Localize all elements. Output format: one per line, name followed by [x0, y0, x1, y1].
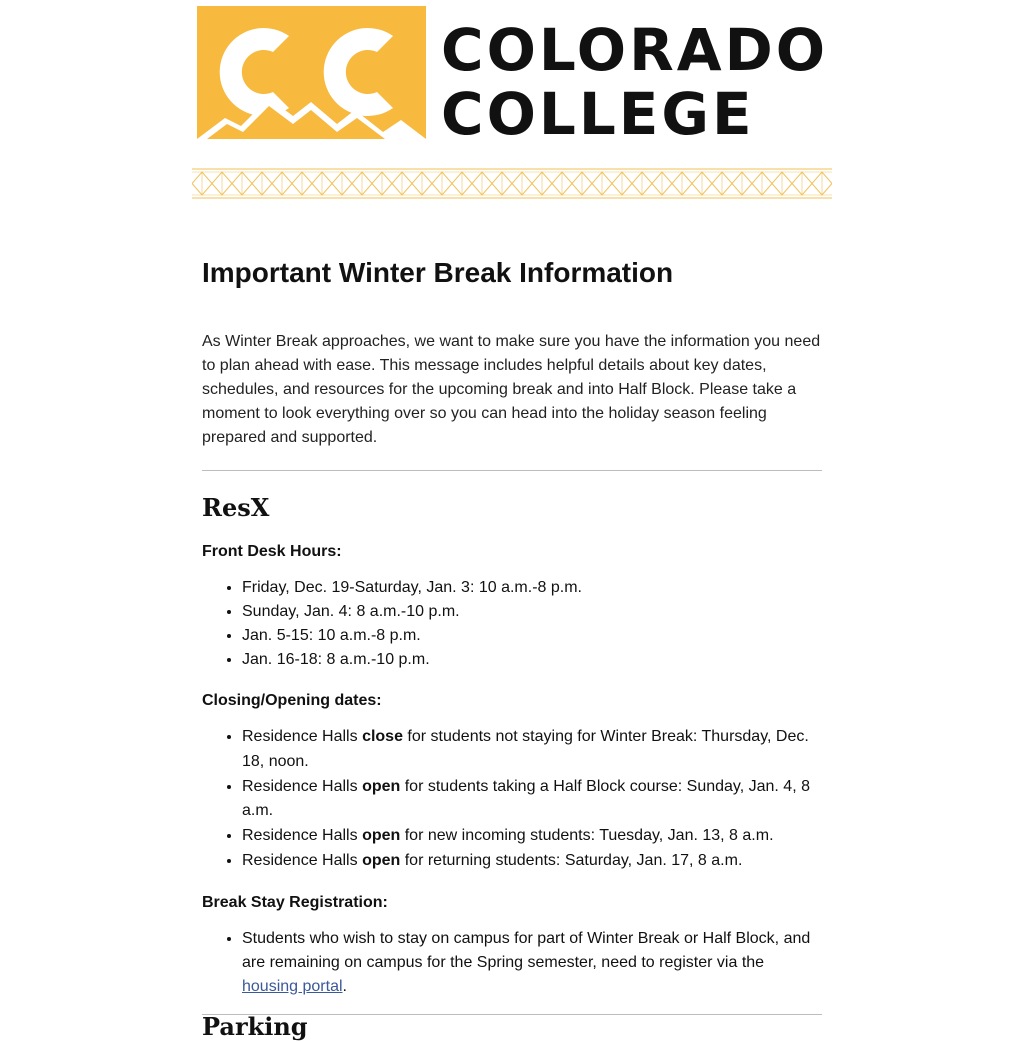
item-text: Residence Halls	[242, 827, 363, 845]
cc-monogram-icon	[197, 6, 427, 140]
list-item	[242, 725, 822, 774]
resx-heading: ResX	[202, 493, 270, 522]
section-divider	[202, 470, 822, 471]
item-text: for students not staying for Winter Break: Thursday, Dec. 18, noon.	[242, 728, 809, 770]
page-title: Important Winter Break Information	[202, 257, 674, 288]
decorative-pattern-band	[192, 168, 832, 199]
item-text: for students taking a Half Block course: Sunday, Jan. 4, 8 a.m.	[242, 777, 810, 820]
item-text: Residence Halls	[242, 852, 363, 870]
closing-opening-label: Closing/Opening dates:	[202, 692, 382, 709]
item-emphasis: close	[362, 728, 403, 745]
item-text: for returning students: Saturday, Jan. 17, 8 a.m.	[400, 852, 743, 870]
list-item: • Sunday, Jan. 4: 8 a.m.-10 p.m.	[242, 600, 822, 624]
college-logo[interactable]	[197, 6, 829, 148]
list-item: • Jan. 5-15: 10 a.m.-8 p.m.	[242, 624, 822, 648]
parking-heading: Parking	[202, 1012, 308, 1041]
item-emphasis: open	[362, 777, 401, 795]
intro-paragraph: As Winter Break approaches, we want to make sure you have the information you need to plan ahead with ease. This message includes helpful details about key dates, schedules, and resources for the upcoming break and into Half Block. Please take a moment to look everything over so you can head into the holiday season feeling prepared and supported.	[202, 333, 821, 446]
item-text: .	[342, 977, 347, 995]
item-text: for new incoming students: Tuesday, Jan. 13, 8 a.m.	[400, 827, 774, 845]
logo-line-1: COLORADO	[441, 16, 829, 84]
list-item	[242, 927, 822, 999]
item-emphasis: open	[362, 827, 401, 845]
item-text: Students who wish to stay on campus for part of Winter Break or Half Block, and are remaining on campus for the Spring semester, need to register via the	[242, 929, 811, 971]
item-text: Residence Halls	[242, 728, 363, 745]
list-item	[242, 849, 822, 874]
email-content	[202, 250, 822, 1015]
break-stay-list	[202, 927, 822, 999]
list-item: • Jan. 16-18: 8 a.m.-10 p.m.	[242, 648, 822, 672]
logo-wordmark	[441, 18, 828, 146]
list-item	[242, 824, 822, 849]
break-stay-label: Break Stay Registration:	[202, 893, 388, 911]
list-item: • Friday, Dec. 19-Saturday, Jan. 3: 10 a.m.-8 p.m.	[242, 576, 822, 600]
closing-opening-list	[202, 725, 822, 874]
front-desk-hours-label: Front Desk Hours:	[202, 543, 342, 560]
logo-line-2: COLLEGE	[441, 80, 755, 148]
item-text: Residence Halls	[242, 777, 363, 795]
front-desk-hours-list	[202, 576, 822, 672]
item-emphasis: open	[362, 852, 401, 870]
housing-portal-link[interactable]: housing portal	[242, 977, 343, 995]
list-item	[242, 775, 822, 824]
